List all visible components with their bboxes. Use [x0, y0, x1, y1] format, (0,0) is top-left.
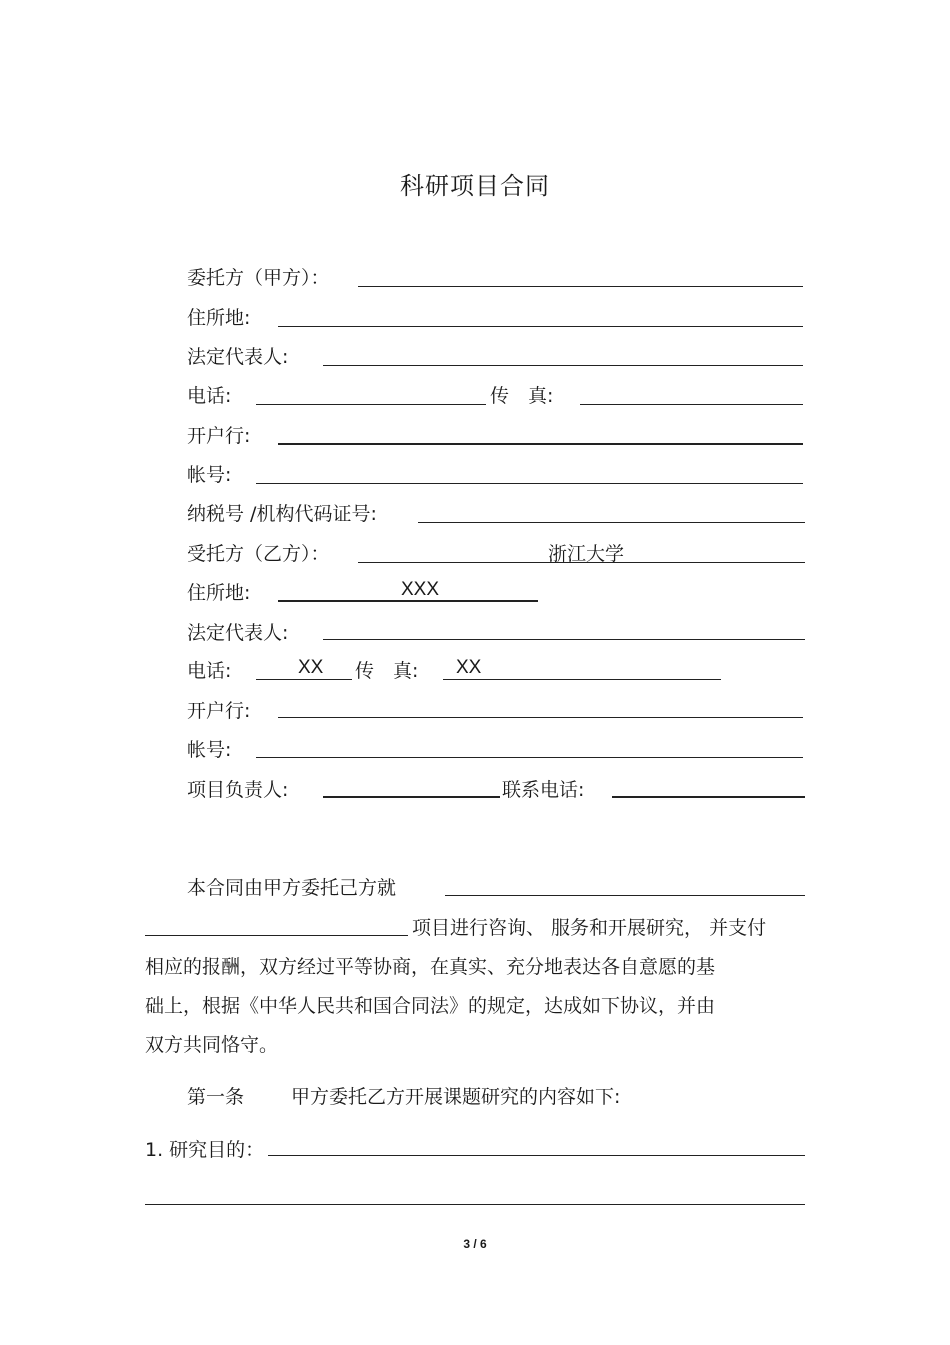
address-label-b: 住所地: [187, 582, 251, 604]
phone-label-a: 电话: [187, 385, 232, 407]
body-line-1: 本合同由甲方委托己方就 [187, 877, 397, 899]
client-field[interactable] [358, 286, 803, 287]
account-field-a[interactable] [256, 483, 803, 484]
project-name-field-cont[interactable] [145, 935, 408, 936]
item-1-label: 1. 研究目的： [145, 1139, 265, 1161]
fax-field-b[interactable] [443, 679, 721, 680]
contact-phone-label: 联系电话: [502, 779, 585, 801]
address-value-b: XXX [401, 579, 440, 600]
contractor-label: 受托方（乙方）： [187, 543, 330, 565]
project-name-field[interactable] [445, 895, 805, 896]
legal-rep-label-a: 法定代表人: [187, 346, 289, 368]
page-number: 3 / 6 [463, 1237, 487, 1251]
fax-value-b: XX [456, 657, 482, 678]
address-label-a: 住所地: [187, 307, 251, 329]
phone-field-a[interactable] [256, 404, 486, 405]
bank-field-a[interactable] [278, 443, 803, 445]
contact-phone-field[interactable] [612, 796, 805, 798]
account-label-b: 帐号: [187, 739, 232, 761]
research-purpose-field[interactable] [268, 1155, 805, 1156]
phone-label-b: 电话: [187, 660, 232, 682]
bank-field-b[interactable] [278, 717, 803, 718]
fax-field-a[interactable] [580, 404, 803, 405]
contractor-value: 浙江大学 [548, 543, 625, 565]
body-line-4: 础上，根据《中华人民共和国合同法》的规定，达成如下协议，并由 [145, 995, 716, 1017]
account-label-a: 帐号: [187, 464, 232, 486]
address-field-a[interactable] [278, 326, 803, 327]
article-text: 甲方委托乙方开展课题研究的内容如下: [291, 1086, 621, 1108]
fax-label-a: 传 真: [490, 385, 554, 407]
phone-field-b[interactable] [256, 679, 352, 680]
account-field-b[interactable] [256, 757, 803, 758]
project-lead-field[interactable] [323, 796, 500, 798]
document-title: 科研项目合同 [400, 172, 550, 200]
body-line-5: 双方共同恪守。 [145, 1034, 279, 1056]
legal-rep-label-b: 法定代表人: [187, 622, 289, 644]
fax-label-b: 传 真: [355, 660, 419, 682]
tax-field[interactable] [418, 522, 805, 523]
bank-label-b: 开户行: [187, 700, 251, 722]
body-line-3: 相应的报酬，双方经过平等协商，在真实、充分地表达各自意愿的基 [145, 956, 716, 978]
research-purpose-field-cont[interactable] [145, 1204, 805, 1205]
bank-label-a: 开户行: [187, 425, 251, 447]
client-label: 委托方（甲方）： [187, 267, 330, 289]
tax-label: 纳税号 /机构代码证号: [187, 503, 377, 525]
project-lead-label: 项目负责人: [187, 779, 289, 801]
legal-rep-field-b[interactable] [323, 639, 805, 640]
legal-rep-field-a[interactable] [323, 365, 803, 366]
body-line-2: 项目进行咨询、 服务和开展研究， 并支付 [412, 917, 767, 939]
phone-value-b: XX [298, 657, 324, 678]
article-number: 第一条 [187, 1086, 245, 1108]
